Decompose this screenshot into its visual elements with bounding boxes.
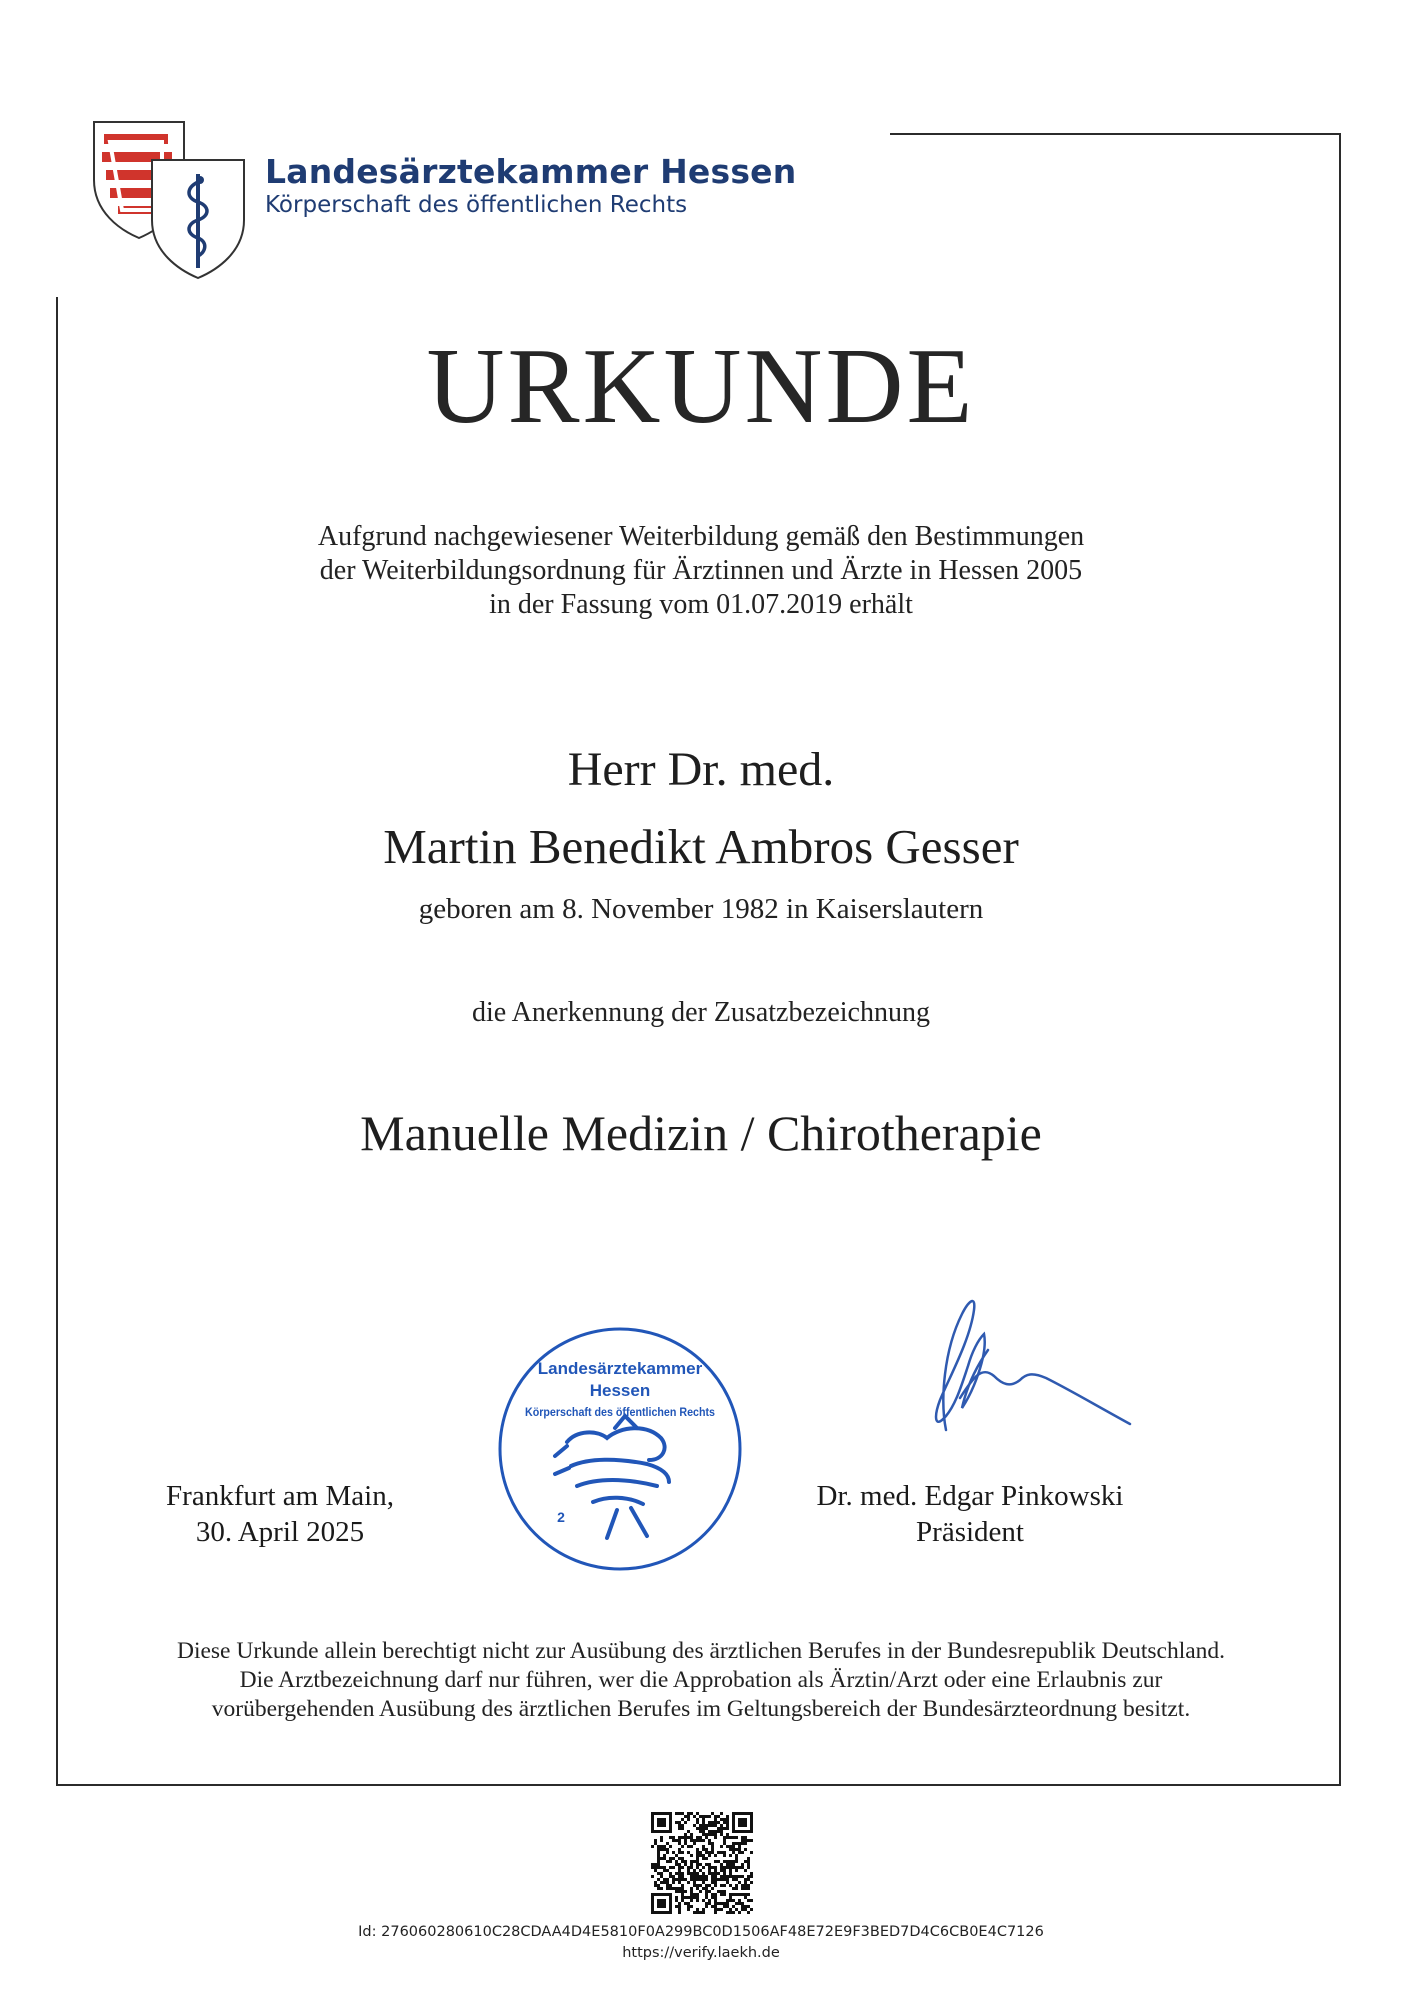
aesculapian-staff-icon bbox=[152, 160, 244, 278]
seal-line-1: Landesärztekammer bbox=[537, 1359, 703, 1378]
org-name: Landesärztekammer Hessen bbox=[265, 152, 797, 191]
document-id: Id: 276060280610C28CDAA4D4E5810F0A299BC0D1506AF48E72E9F3BED7D4C6CB0E4C7126 bbox=[358, 1924, 1044, 1940]
notice-line-2: Die Arztbezeichnung darf nur führen, wer die Approbation als Ärztin/Arzt oder eine Erlaubnis zur bbox=[239, 1667, 1163, 1693]
recipient-name: Martin Benedikt Ambros Gesser bbox=[383, 819, 1019, 874]
verify-url[interactable]: https://verify.laekh.de bbox=[622, 1945, 780, 1961]
legal-notice bbox=[60, 1637, 1342, 1724]
frame-bottom-line bbox=[56, 1784, 1341, 1786]
president-signature bbox=[870, 1280, 1140, 1480]
intro-line-2: der Weiterbildungsordnung für Ärztinnen und Ärzte in Hessen 2005 bbox=[319, 555, 1083, 586]
org-subtitle: Körperschaft des öffentlichen Rechts bbox=[265, 192, 688, 218]
issue-date: 30. April 2025 bbox=[195, 1516, 365, 1548]
place: Frankfurt am Main, bbox=[166, 1480, 394, 1512]
seal-line-2: Hessen bbox=[589, 1381, 651, 1400]
seal-line-3: Körperschaft des öffentlichen Rechts bbox=[525, 1405, 716, 1419]
notice-line-3: vorübergehenden Ausübung des ärztlichen Berufes im Geltungsbereich der Bundesärzteordnung besitzt. bbox=[211, 1696, 1191, 1722]
frame-top-line bbox=[890, 133, 1341, 135]
intro-line-1: Aufgrund nachgewiesener Weiterbildung gemäß den Bestimmungen bbox=[317, 521, 1085, 552]
verification-qr-code bbox=[651, 1812, 753, 1914]
intro-text bbox=[0, 520, 1402, 622]
seal-lion-icon bbox=[555, 1416, 669, 1538]
notice-line-1: Diese Urkunde allein berechtigt nicht zur Ausübung des ärztlichen Berufes in der Bundesrepublik Deutschland. bbox=[176, 1638, 1226, 1664]
signatory-role: Präsident bbox=[916, 1516, 1024, 1548]
signatory bbox=[770, 1478, 1170, 1550]
intro-line-3: in der Fassung vom 01.07.2019 erhält bbox=[489, 589, 913, 620]
chamber-logo bbox=[92, 120, 252, 280]
seal-number: 2 bbox=[557, 1509, 565, 1525]
recognition-text: die Anerkennung der Zusatzbezeichnung bbox=[472, 997, 930, 1028]
signatory-name: Dr. med. Edgar Pinkowski bbox=[816, 1480, 1124, 1512]
place-date bbox=[130, 1478, 430, 1550]
recipient-salutation: Herr Dr. med. bbox=[567, 743, 835, 796]
designation-title: Manuelle Medizin / Chirotherapie bbox=[360, 1105, 1042, 1161]
official-seal bbox=[497, 1326, 743, 1572]
certificate-title: URKUNDE bbox=[426, 327, 976, 446]
recipient-birth-info: geboren am 8. November 1982 in Kaiserslautern bbox=[418, 893, 984, 925]
